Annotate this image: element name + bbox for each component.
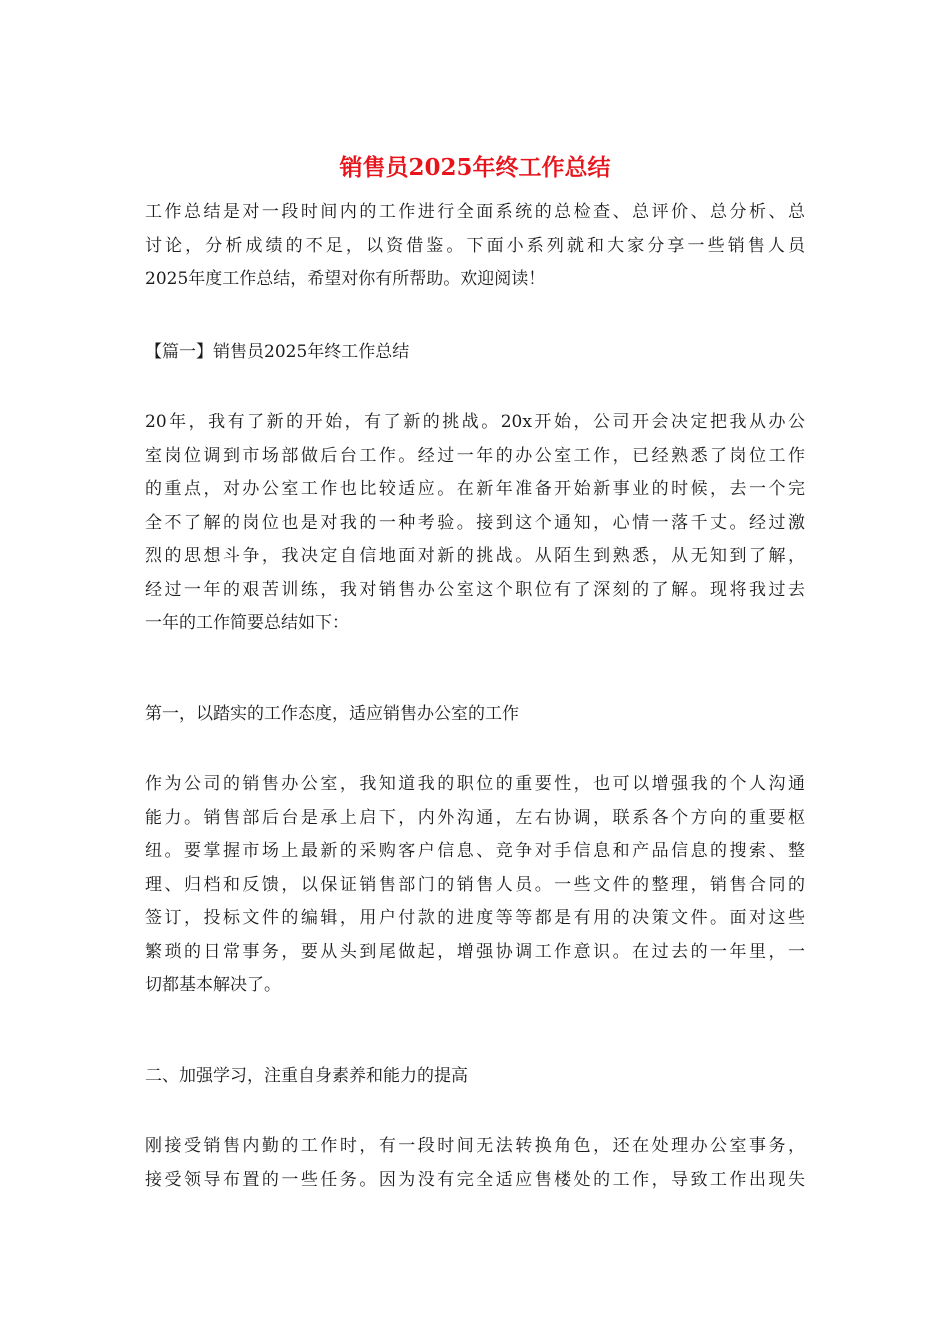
text-line: 的重点，对办公室工作也比较适应。在新年准备开始新事业的时候，去一个完 [145, 479, 805, 499]
text-line: 签订，投标文件的编辑，用户付款的进度等等都是有用的决策文件。面对这些 [145, 908, 805, 928]
text-line: 繁琐的日常事务，要从头到尾做起，增强协调工作意识。在过去的一年里，一 [145, 941, 805, 962]
text-line: 2025年度工作总结，希望对你有所帮助。欢迎阅读！ [145, 269, 546, 289]
text-line: 一年的工作简要总结如下： [145, 613, 349, 633]
body-paragraph-2 [145, 768, 805, 1003]
section-heading [145, 336, 805, 370]
text-line: 经过一年的艰苦训练，我对销售办公室这个职位有了深刻的了解。现将我过去 [145, 579, 805, 600]
text-line: 全不了解的岗位也是对我的一种考验。接到这个通知，心情一落千丈。经过激 [145, 512, 805, 533]
text-line: 纽。要掌握市场上最新的采购客户信息、竞争对手信息和产品信息的搜索、整 [145, 841, 805, 861]
text-line: 工作总结是对一段时间内的工作进行全面系统的总检查、总评价、总分析、总 [145, 202, 805, 222]
text-line: 讨论，分析成绩的不足，以资借鉴。下面小系列就和大家分享一些销售人员 [145, 235, 805, 256]
document-title: 销售员2025年终工作总结 [339, 154, 611, 181]
text-line: 刚接受销售内勤的工作时，有一段时间无法转换角色，还在处理办公室事务， [145, 1136, 805, 1156]
text-line: 室岗位调到市场部做后台工作。经过一年的办公室工作，已经熟悉了岗位工作 [145, 445, 805, 466]
section-heading-text: 【篇一】销售员2025年终工作总结 [145, 342, 410, 362]
text-line: 作为公司的销售办公室，我知道我的职位的重要性，也可以增强我的个人沟通 [145, 774, 805, 794]
point-2-heading [145, 1060, 805, 1094]
point-heading-text: 第一，以踏实的工作态度，适应销售办公室的工作 [145, 704, 519, 724]
text-line: 能力。销售部后台是承上启下，内外沟通，左右协调，联系各个方向的重要枢 [145, 807, 805, 828]
text-line: 切都基本解决了。 [145, 975, 281, 995]
text-line: 烈的思想斗争，我决定自信地面对新的挑战。从陌生到熟悉，从无知到了解， [145, 546, 805, 566]
intro-paragraph [145, 196, 805, 297]
text-line: 理、归档和反馈，以保证销售部门的销售人员。一些文件的整理，销售合同的 [145, 874, 805, 895]
point-1-heading [145, 698, 805, 732]
text-line: 20年，我有了新的开始，有了新的挑战。20x开始，公司开会决定把我从办公 [145, 412, 805, 432]
body-paragraph-3 [145, 1130, 805, 1197]
point-heading-text: 二、加强学习，注重自身素养和能力的提高 [145, 1066, 468, 1086]
text-line: 接受领导布置的一些任务。因为没有完全适应售楼处的工作，导致工作出现失 [145, 1169, 805, 1190]
body-paragraph-1 [145, 406, 805, 641]
